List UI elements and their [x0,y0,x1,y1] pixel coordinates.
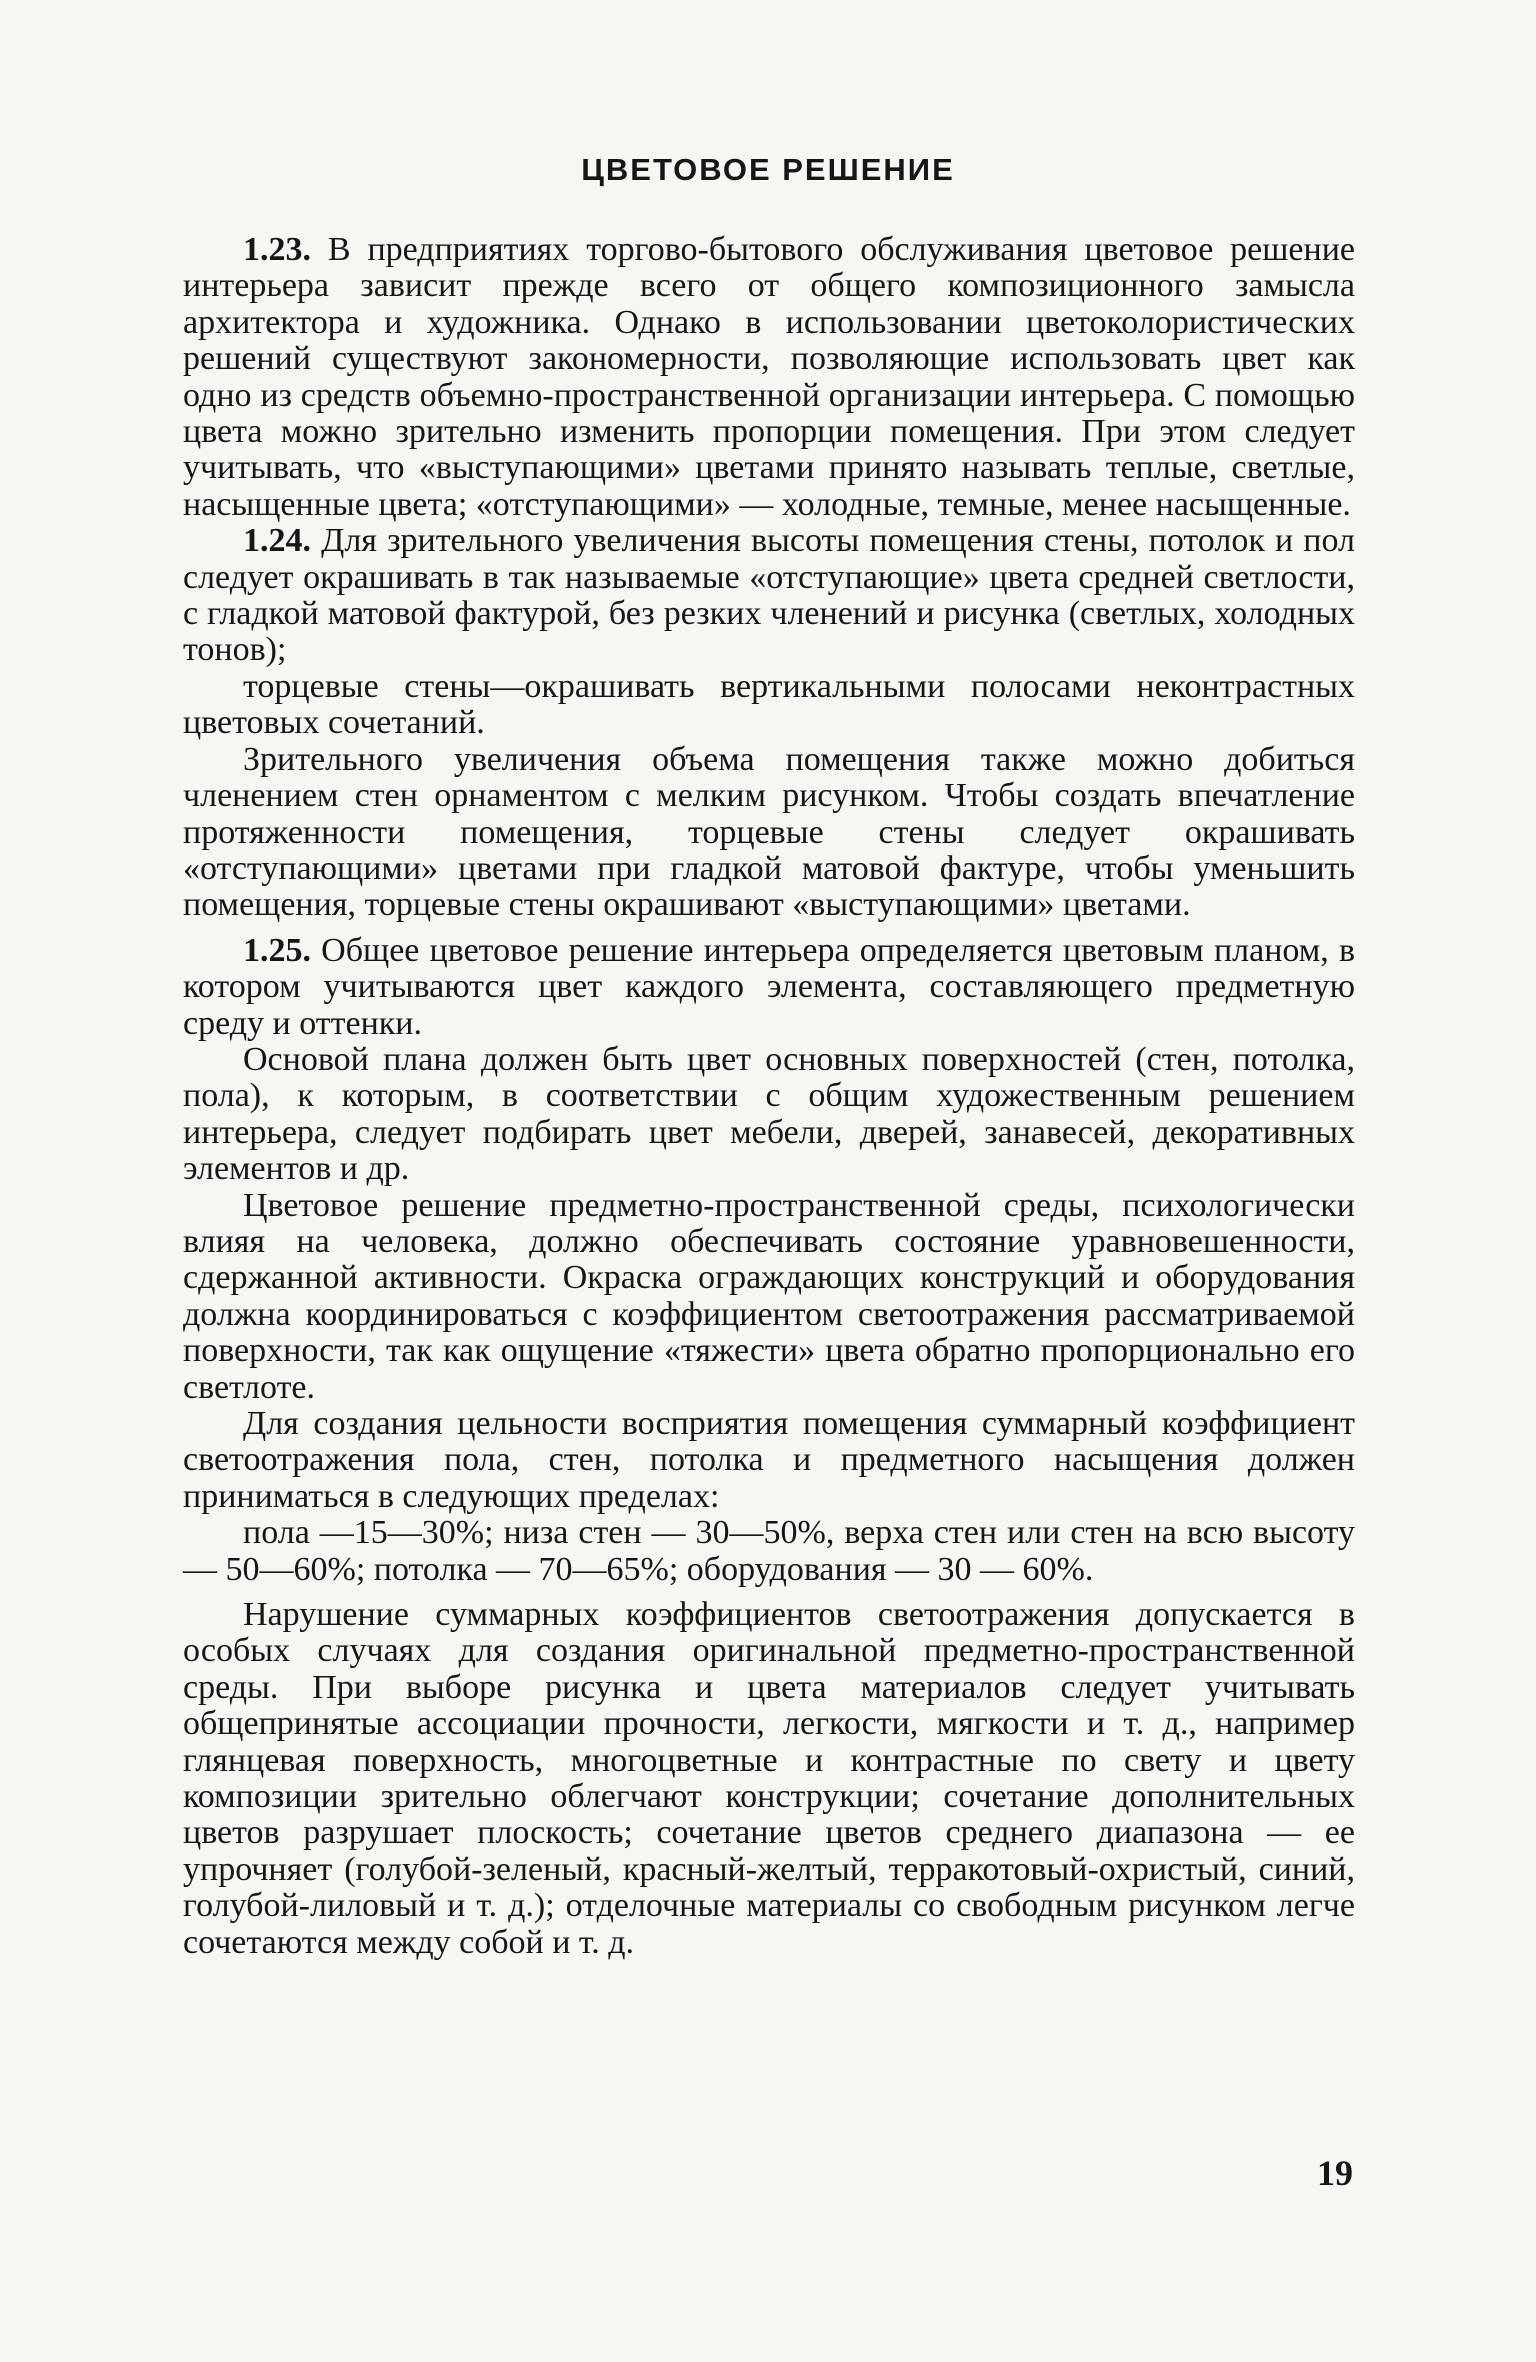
paragraph [183,1188,1355,1406]
paragraph-text: Цветовое решение предметно-пространственной среды, психологически влияя на человека, должно обеспечивать состояние уравновешенности, сдержанной активности. Окраска ограждающих конструкций и оборудования должна координироваться с коэффициентом светоотражения рассматриваемой поверхности, так как ощущение «тяжести» цвета обратно пропорционально его светлоте. [183,1186,1355,1406]
paragraph [183,523,1355,669]
paragraph [183,1515,1355,1588]
paragraph-text: Для создания цельности восприятия помещения суммарный коэффициент светоотражения пола, стен, потолка и предметного насыщения должен приниматься в следующих пределах: [183,1405,1355,1515]
section-title: ЦВЕТОВОЕ РЕШЕНИЕ [581,152,955,187]
paragraph-text: Зрительного увеличения объема помещения также можно добиться членением стен орнаментом с мелким рисунком. Чтобы создать впечатление протяженности помещения, торцевые стены следует окрашивать «отступающими» цветами при гладкой матовой фактуре, чтобы уменьшить помещения, торцевые стены окрашивают «выступающими» цветами. [183,740,1355,924]
paragraph-text: Для зрительного увеличения высоты помещения стены, потолок и пол следует окрашивать в так называемые «отступающие» цвета средней светлости, с гладкой матовой фактурой, без резких членений и рисунка (светлых, холодных тонов); [183,522,1356,669]
clause-number: 1.24. [243,522,311,560]
paragraph [183,232,1355,523]
paragraph-text: пола —15—30%; низа стен — 30—50%, верха стен или стен на всю высоту — 50—60%; потолка — 70—65%; оборудования — 30 — 60%. [183,1514,1355,1588]
paragraph [183,742,1355,924]
page-number: 19 [1317,2153,1353,2193]
clause-number: 1.25. [243,931,311,969]
paragraph-text: В предприятиях торгово-бытового обслуживания цветовое решение интерьера зависит прежде всего от общего композиционного замысла архитектора и художника. Однако в использовании цветоколористических решений существуют закономерности, позволяющие использовать цвет как одно из средств объемно-пространственной организации интерьера. С помощью цвета можно зрительно изменить пропорции помещения. При этом следует учитывать, что «выступающими» цветами принято называть теплые, светлые, насыщенные цвета; «отступающими» — холодные, темные, менее насыщенные. [183,231,1356,523]
paragraph [183,933,1355,1042]
paragraph [183,1406,1355,1515]
paragraph-text: Общее цветовое решение интерьера определяется цветовым планом, в котором учитываются цвет каждого элемента, составляющего предметную среду и оттенки. [183,931,1356,1042]
paragraph-text: Основой плана должен быть цвет основных поверхностей (стен, потолка, пола), к которым, в соответствии с общим художественным решением интерьера, следует подбирать цвет мебели, дверей, занавесей, декоративных элементов и др. [183,1040,1355,1188]
body-text [183,223,1355,1961]
paragraph [183,1042,1355,1188]
clause-number: 1.23. [243,231,311,268]
paragraph [183,669,1355,742]
paragraph-text: торцевые стены—окрашивать вертикальными полосами неконтрастных цветовых сочетаний. [183,667,1355,742]
paragraph [183,1597,1355,1961]
paragraph-text: Нарушение суммарных коэффициентов светоотражения допускается в особых случаях для создания оригинальной предметно-пространственной среды. При выборе рисунка и цвета материалов следует учитывать общепринятые ассоциации прочности, легкости, мягкости и т. д., например глянцевая поверхность, многоцветные и контрастные по свету и цвету композиции зрительно облегчают конструкции; сочетание дополнительных цветов разрушает плоскость; сочетание цветов среднего диапазона — ее упрочняет (голубой-зеленый, красный-желтый, терракотовый-охристый, синий, голубой-лиловый и т. д.); отделочные материалы со свободным рисунком легче сочетаются между собой и т. д. [183,1596,1355,1961]
